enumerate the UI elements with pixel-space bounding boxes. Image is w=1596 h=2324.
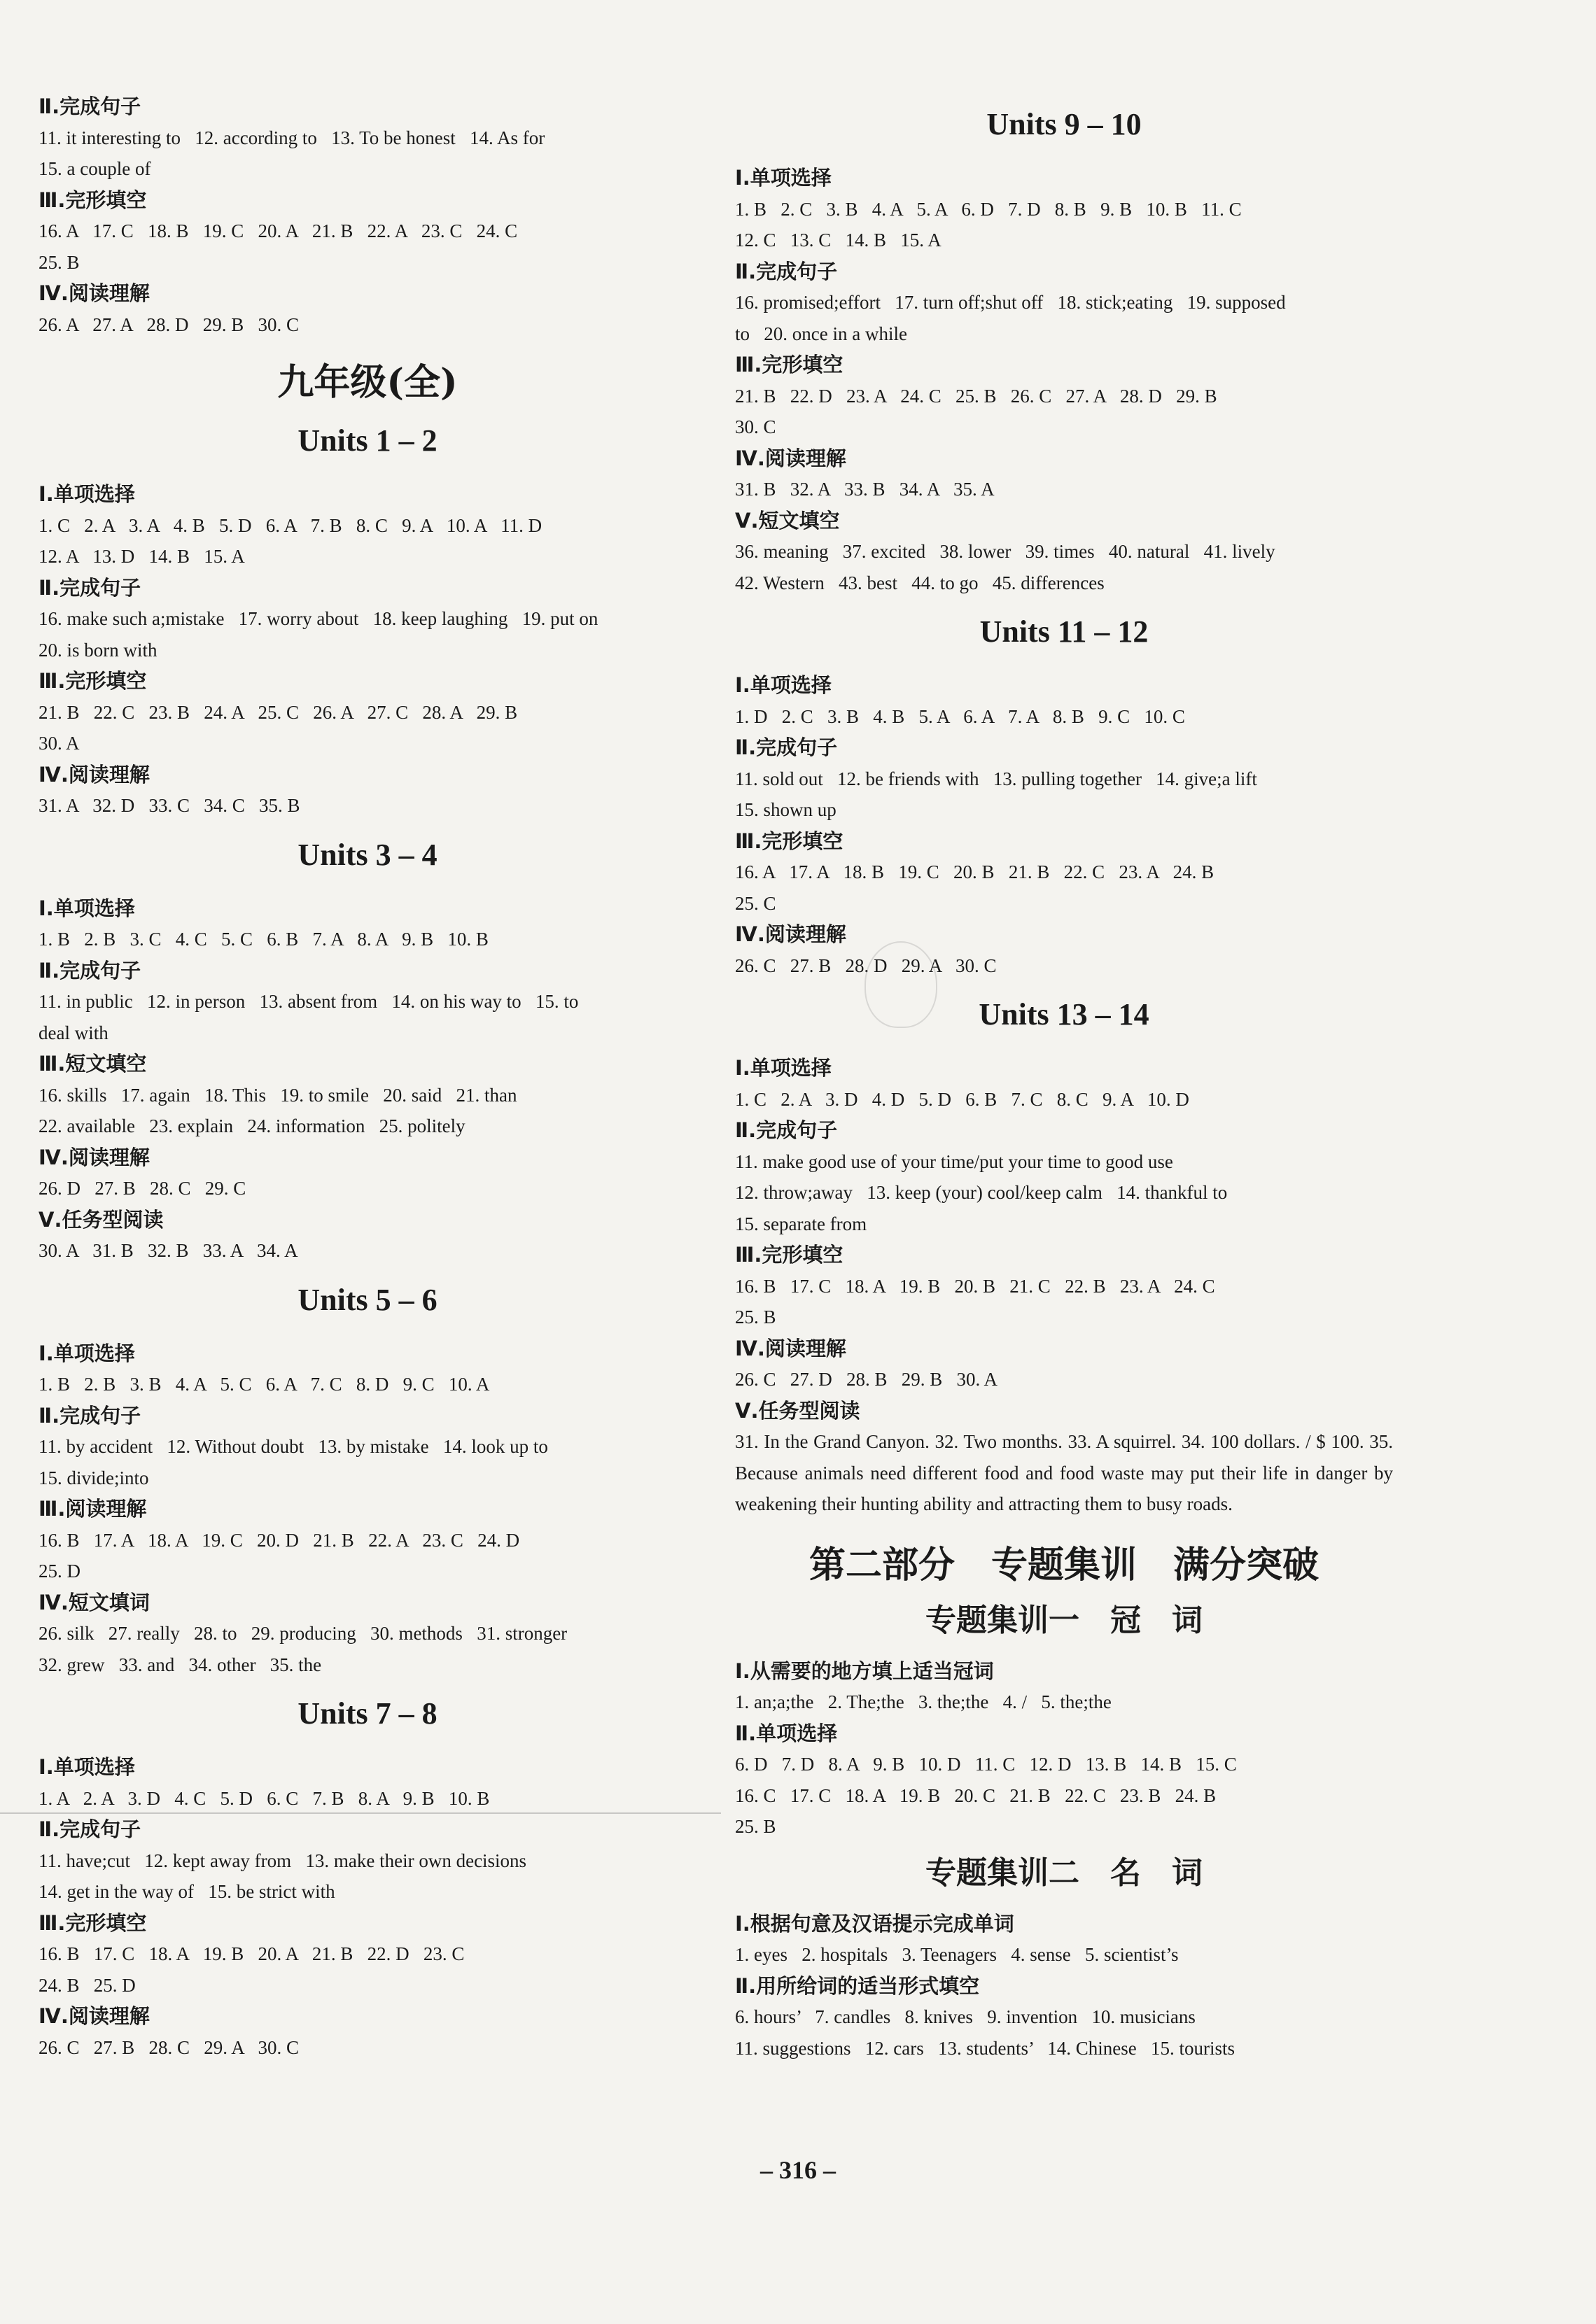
answer-line: 15. a couple of — [38, 158, 151, 179]
answer-line: 21. B 22. D 23. A 24. C 25. B 26. C 27. A 28. D 29. B — [735, 385, 1217, 407]
section-heading: Ⅳ.阅读理解 — [735, 446, 846, 470]
page-number: – 316 – — [760, 2156, 836, 2184]
answer-line: 12. throw;away 13. keep (your) cool/keep calm 14. thankful to — [735, 1182, 1228, 1203]
answer-line: 21. B 22. C 23. B 24. A 25. C 26. A 27. C 28. A 29. B — [38, 701, 518, 723]
section-heading: Ⅰ.单项选择 — [735, 1056, 832, 1080]
answer-line: 12. A 13. D 14. B 15. A — [38, 546, 245, 567]
answer-line: 16. skills 17. again 18. This 19. to smile 20. said 21. than — [38, 1084, 517, 1106]
unit-title: Units 11 – 12 — [979, 614, 1149, 649]
section-heading: Ⅳ.阅读理解 — [735, 1336, 846, 1360]
answer-line: 6. D 7. D 8. A 9. B 10. D 11. C 12. D 13. B 14. B 15. C — [735, 1754, 1237, 1775]
answer-line: 25. D — [38, 1561, 80, 1582]
section-heading: Ⅱ.单项选择 — [735, 1721, 838, 1745]
answer-line: 1. an;a;the 2. The;the 3. the;the 4. / 5. the;the — [735, 1691, 1112, 1712]
topic-title: 专题集训二 名 词 — [925, 1854, 1203, 1891]
answer-line: 26. D 27. B 28. C 29. C — [38, 1178, 246, 1199]
answer-line: 1. eyes 2. hospitals 3. Teenagers 4. sense 5. scientist’s — [735, 1944, 1179, 1965]
answer-line: 1. B 2. C 3. B 4. A 5. A 6. D 7. D 8. B 9. B 10. B 11. C — [735, 198, 1242, 220]
section-heading: Ⅳ.短文填词 — [38, 1590, 150, 1614]
answer-line: 11. suggestions 12. cars 13. students’ 14. Chinese 15. tourists — [735, 2037, 1235, 2059]
right-column — [735, 91, 1393, 2064]
section-heading: Ⅰ.单项选择 — [38, 1341, 135, 1365]
topic-title: 专题集训一 冠 词 — [925, 1602, 1203, 1638]
unit-title: Units 1 – 2 — [298, 423, 438, 458]
answer-line: 11. by accident 12. Without doubt 13. by mistake 14. look up to — [38, 1436, 548, 1457]
answer-line: 11. it interesting to 12. according to 13. To be honest 14. As for — [38, 127, 545, 148]
answer-line: 16. C 17. C 18. A 19. B 20. C 21. B 22. C 23. B 24. B — [735, 1784, 1217, 1806]
answer-line: to 20. once in a while — [735, 323, 907, 344]
section-heading: Ⅱ.完成句子 — [735, 735, 838, 759]
section-heading: Ⅰ.单项选择 — [38, 482, 135, 506]
part-title: 第二部分 专题集训 满分突破 — [808, 1543, 1319, 1586]
answer-line: 26. C 27. B 28. D 29. A 30. C — [735, 955, 997, 976]
answer-line: 11. sold out 12. be friends with 13. pulling together 14. give;a lift — [735, 768, 1257, 789]
section-heading: Ⅳ.阅读理解 — [38, 281, 150, 305]
answer-line: 16. promised;effort 17. turn off;shut off 18. stick;eating 19. supposed — [735, 292, 1286, 313]
unit-title: Units 9 – 10 — [986, 107, 1142, 141]
answer-line: 1. A 2. A 3. D 4. C 5. D 6. C 7. B 8. A 9. B 10. B — [38, 1787, 490, 1809]
section-heading: Ⅱ.完成句子 — [38, 958, 141, 983]
answer-line: 31. B 32. A 33. B 34. A 35. A — [735, 479, 995, 500]
section-heading: Ⅰ.单项选择 — [38, 896, 135, 920]
answer-line: 16. B 17. C 18. A 19. B 20. B 21. C 22. B 23. A 24. C — [735, 1275, 1215, 1297]
answer-line: 16. B 17. C 18. A 19. B 20. A 21. B 22. D 23. C — [38, 1943, 465, 1964]
answer-line: deal with — [38, 1022, 108, 1043]
answer-line: 16. A 17. A 18. B 19. C 20. B 21. B 22. C 23. A 24. B — [735, 861, 1214, 882]
section-heading: Ⅱ.完成句子 — [38, 575, 141, 600]
section-heading: Ⅲ.完形填空 — [735, 829, 844, 853]
section-heading: Ⅳ.阅读理解 — [38, 2004, 150, 2028]
section-heading: Ⅰ.单项选择 — [735, 673, 832, 697]
answer-line: 25. C — [735, 892, 776, 914]
answer-line: 20. is born with — [38, 639, 158, 661]
answer-line: 1. B 2. B 3. B 4. A 5. C 6. A 7. C 8. D 9. C 10. A — [38, 1374, 490, 1395]
section-heading: Ⅲ.完形填空 — [38, 1910, 147, 1935]
answer-line: 26. C 27. D 28. B 29. B 30. A — [735, 1369, 998, 1390]
answer-line: 30. A — [38, 733, 80, 754]
section-heading: Ⅰ.从需要的地方填上适当冠词 — [735, 1659, 994, 1683]
answer-line: 1. C 2. A 3. D 4. D 5. D 6. B 7. C 8. C 9. A 10. D — [735, 1088, 1189, 1110]
section-heading: Ⅱ.完成句子 — [735, 1118, 838, 1142]
section-heading: Ⅳ.阅读理解 — [38, 762, 150, 787]
section-heading: Ⅰ.单项选择 — [735, 166, 832, 190]
answer-line: 26. C 27. B 28. C 29. A 30. C — [38, 2036, 300, 2058]
left-column — [38, 91, 696, 2063]
answer-paragraph: 31. In the Grand Canyon. 32. Two months. 33. A squirrel. 34. 100 dollars. / $ 100. 35. Because animals need different food and food waste may put their life in danger by weakening their hunting ability and attracting them to busy roads. — [735, 1431, 1393, 1514]
section-heading: Ⅴ.任务型阅读 — [735, 1398, 860, 1423]
answer-line: 25. B — [38, 251, 80, 273]
divider-line — [0, 1812, 721, 1814]
answer-line: 11. make good use of your time/put your time to good use — [735, 1150, 1173, 1172]
section-heading: Ⅲ.完形填空 — [735, 353, 844, 376]
answer-line: 15. shown up — [735, 799, 836, 820]
answer-line: 15. separate from — [735, 1213, 867, 1234]
answer-line: 32. grew 33. and 34. other 35. the — [38, 1654, 322, 1675]
answer-line: 24. B 25. D — [38, 1974, 136, 1996]
answer-line: 30. A 31. B 32. B 33. A 34. A — [38, 1240, 298, 1261]
section-heading: Ⅰ.单项选择 — [38, 1755, 135, 1779]
section-heading: Ⅲ.完形填空 — [38, 669, 147, 693]
answer-line: 26. silk 27. really 28. to 29. producing 30. methods 31. stronger — [38, 1623, 568, 1644]
section-heading: Ⅱ.完成句子 — [38, 1817, 141, 1841]
answer-line: 25. B — [735, 1816, 776, 1837]
section-heading: Ⅱ.完成句子 — [38, 1403, 141, 1428]
section-heading: Ⅳ.阅读理解 — [735, 922, 846, 946]
answer-line: 25. B — [735, 1307, 776, 1328]
answer-line: 31. A 32. D 33. C 34. C 35. B — [38, 795, 300, 816]
unit-title: Units 5 – 6 — [298, 1282, 438, 1317]
section-heading: Ⅲ.短文填空 — [38, 1052, 147, 1076]
answer-line: 1. C 2. A 3. A 4. B 5. D 6. A 7. B 8. C 9. A 10. A 11. D — [38, 514, 542, 536]
answer-line: 6. hours’ 7. candles 8. knives 9. invention 10. musicians — [735, 2006, 1196, 2027]
answer-line: 15. divide;into — [38, 1467, 149, 1488]
grade-title: 九年级(全) — [277, 361, 458, 404]
answer-line: 11. in public 12. in person 13. absent from 14. on his way to 15. to — [38, 991, 579, 1012]
answer-line: 16. B 17. A 18. A 19. C 20. D 21. B 22. A 23. C 24. D — [38, 1529, 520, 1551]
watermark-stamp — [864, 941, 937, 1028]
section-heading: Ⅴ.短文填空 — [735, 508, 840, 533]
section-heading: Ⅱ.完成句子 — [735, 259, 838, 283]
answer-line: 1. D 2. C 3. B 4. B 5. A 6. A 7. A 8. B 9. C 10. C — [735, 705, 1185, 727]
section-heading: Ⅲ.完形填空 — [38, 188, 147, 212]
section-heading: Ⅴ.任务型阅读 — [38, 1207, 164, 1232]
unit-title: Units 13 – 14 — [979, 997, 1149, 1031]
answer-line: 36. meaning 37. excited 38. lower 39. times 40. natural 41. lively — [735, 541, 1275, 562]
section-heading: Ⅲ.阅读理解 — [38, 1497, 147, 1521]
answer-line: 26. A 27. A 28. D 29. B 30. C — [38, 314, 300, 335]
unit-title: Units 3 – 4 — [298, 837, 438, 872]
answer-line: 1. B 2. B 3. C 4. C 5. C 6. B 7. A 8. A 9. B 10. B — [38, 929, 489, 950]
section-heading: Ⅳ.阅读理解 — [38, 1145, 150, 1169]
answer-line: 12. C 13. C 14. B 15. A — [735, 230, 941, 251]
answer-line: 16. A 17. C 18. B 19. C 20. A 21. B 22. A 23. C 24. C — [38, 220, 518, 241]
answer-line: 11. have;cut 12. kept away from 13. make their own decisions — [38, 1850, 527, 1871]
section-heading: Ⅰ.根据句意及汉语提示完成单词 — [735, 1911, 1014, 1936]
answer-line: 14. get in the way of 15. be strict with — [38, 1881, 335, 1902]
answer-line: 42. Western 43. best 44. to go 45. differences — [735, 572, 1105, 593]
section-heading: Ⅱ.用所给词的适当形式填空 — [735, 1973, 980, 1998]
section-heading: Ⅲ.完形填空 — [735, 1243, 844, 1267]
answer-line: 16. make such a;mistake 17. worry about 18. keep laughing 19. put on — [38, 608, 598, 629]
answer-line: 30. C — [735, 416, 776, 437]
unit-title: Units 7 – 8 — [298, 1696, 438, 1731]
section-heading: Ⅱ.完成句子 — [38, 94, 141, 118]
answer-line: 22. available 23. explain 24. information 25. politely — [38, 1115, 465, 1136]
